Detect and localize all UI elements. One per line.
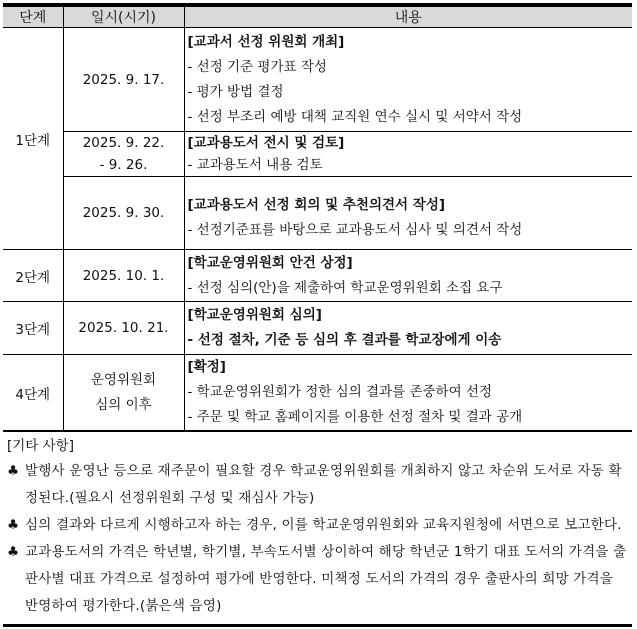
content-cell <box>184 177 632 250</box>
table-row <box>3 250 632 302</box>
note-item <box>7 458 628 512</box>
club-bullet-icon: ♣ <box>7 544 20 560</box>
notes-title: [기타 사항] <box>7 438 74 454</box>
content-cell <box>184 355 632 431</box>
content-item: - 주문 및 학교 홈페이지를 이용한 선정 절차 및 결과 공개 <box>187 409 523 425</box>
date-cell <box>63 132 184 177</box>
table-row <box>3 177 632 250</box>
date-cell: 2025. 9. 17. <box>63 28 184 132</box>
content-item: - 선정 부조리 예방 대책 교직원 연수 실시 및 서약서 작성 <box>187 108 523 125</box>
content-title: [확정] <box>187 359 226 375</box>
note-text: 발행사 운영난 등으로 재주문이 필요할 경우 학교운영위원회를 개최하지 않고 차순위 도서로 자동 확정된다.(필요시 선정위원회 구성 및 재심사 가능) <box>25 463 622 506</box>
notes-section <box>3 431 632 627</box>
content-item: - 선정기준표를 바탕으로 교과용도서 심사 및 의견서 작성 <box>187 222 523 238</box>
table-row <box>3 132 632 177</box>
content-cell <box>184 250 632 302</box>
note-item <box>7 512 628 539</box>
date-cell: 2025. 10. 1. <box>63 250 184 302</box>
date-line: - 9. 26. <box>99 157 148 173</box>
stage-label: 1단계 <box>3 28 63 250</box>
content-title: [학교운영위원회 안건 상정] <box>187 254 353 271</box>
content-cell <box>184 302 632 355</box>
table-row <box>3 302 632 355</box>
table-row <box>3 355 632 431</box>
content-item: - 선정 절차, 기준 등 심의 후 결과를 학교장에게 이송 <box>187 332 502 348</box>
table-row <box>3 28 632 132</box>
content-item: - 선정 기준 평가표 작성 <box>187 58 327 75</box>
content-cell <box>184 28 632 132</box>
content-item: - 학교운영위원회가 정한 심의 결과를 존중하여 선정 <box>187 384 492 400</box>
content-title: [학교운영위원회 심의] <box>187 307 322 323</box>
date-line: 심의 이후 <box>95 396 152 413</box>
stage-label: 3단계 <box>3 302 63 355</box>
note-text: 심의 결과와 다르게 시행하고자 하는 경우, 이를 학교운영위원회와 교육지원청에 서면으로 보고한다. <box>25 517 622 533</box>
content-cell <box>184 132 632 177</box>
club-bullet-icon: ♣ <box>7 517 20 533</box>
header-stage: 단계 <box>3 7 63 28</box>
selection-schedule-document <box>3 3 632 627</box>
note-item <box>7 539 628 620</box>
date-cell <box>63 355 184 431</box>
date-cell: 2025. 9. 30. <box>63 177 184 250</box>
content-title: [교과용도서 선정 회의 및 추천의견서 작성] <box>187 197 446 213</box>
date-line: 2025. 9. 22. <box>82 135 165 151</box>
content-item: - 평가 방법 결정 <box>187 83 284 100</box>
club-bullet-icon: ♣ <box>7 463 20 479</box>
note-text: 교과용도서의 가격은 학년별, 학기별, 부속도서별 상이하여 해당 학년군 1학기 대표 도서의 가격을 출판사별 대표 가격으로 설정하여 평가에 반영한다. 미책정 도서의 가격의 경우 출판사의 희망 가격을 반영하여 평가한다.(붉은색 음영) <box>25 544 627 614</box>
header-content: 내용 <box>184 7 632 28</box>
content-item: - 선정 심의(안)을 제출하여 학교운영위원회 소집 요구 <box>187 279 503 296</box>
date-cell: 2025. 10. 21. <box>63 302 184 355</box>
content-item: - 교과용도서 내용 검토 <box>187 157 323 173</box>
content-title: [교과서 선정 위원회 개최] <box>187 33 345 50</box>
table-header-row <box>3 7 632 28</box>
stage-label: 2단계 <box>3 250 63 302</box>
schedule-table <box>3 6 632 431</box>
stage-label: 4단계 <box>3 355 63 431</box>
header-date: 일시(시기) <box>63 7 184 28</box>
content-title: [교과용도서 전시 및 검토] <box>187 135 345 151</box>
date-line: 운영위원회 <box>90 371 157 388</box>
